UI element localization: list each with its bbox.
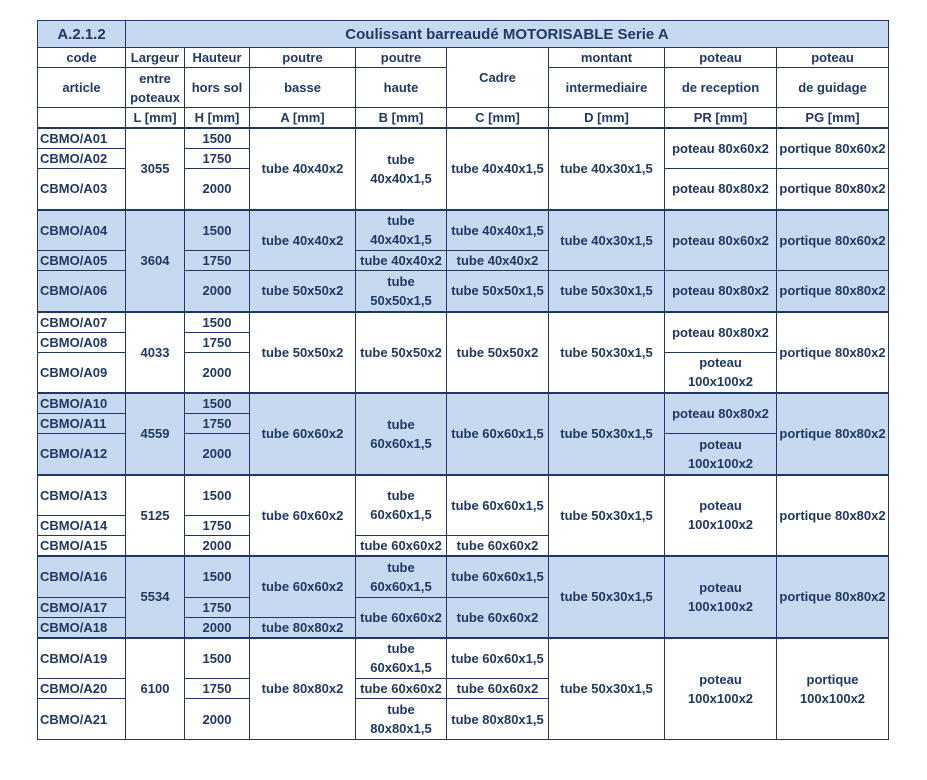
poutre-haute-value: tube 60x60x1,5 <box>356 638 447 679</box>
unit-pr: PR [mm] <box>665 108 777 129</box>
article-code: CBMO/A10 <box>38 393 126 414</box>
cadre-value: tube 40x40x2 <box>447 251 549 271</box>
poutre-basse-value: tube 80x80x2 <box>250 617 356 638</box>
header-hors-sol: hors sol <box>185 68 250 108</box>
poteau-guidage-value: portique 80x80x2 <box>777 271 889 312</box>
poutre-haute-value: tube 50x50x1,5 <box>356 271 447 312</box>
height-value: 2000 <box>185 352 250 393</box>
width-value: 6100 <box>126 638 185 740</box>
width-value: 5534 <box>126 556 185 638</box>
poteau-reception-value: poteau 100x100x2 <box>665 638 777 740</box>
height-value: 2000 <box>185 699 250 740</box>
poutre-haute-value: tube 40x40x1,5 <box>356 210 447 251</box>
height-value: 1750 <box>185 414 250 434</box>
article-code: CBMO/A02 <box>38 149 126 169</box>
cadre-value: tube 50x50x2 <box>447 312 549 394</box>
poutre-basse-value: tube 50x50x2 <box>250 312 356 394</box>
header-entre-poteaux: entre poteaux <box>126 68 185 108</box>
header-article: article <box>38 68 126 108</box>
poteau-reception-value: poteau 100x100x2 <box>665 434 777 475</box>
poteau-reception-value: poteau 80x80x2 <box>665 393 777 434</box>
cadre-value: tube 60x60x2 <box>447 536 549 557</box>
unit-d: D [mm] <box>549 108 665 129</box>
poteau-reception-value: poteau 100x100x2 <box>665 556 777 638</box>
height-value: 1500 <box>185 638 250 679</box>
unit-code <box>38 108 126 129</box>
article-code: CBMO/A04 <box>38 210 126 251</box>
width-value: 4559 <box>126 393 185 475</box>
unit-c: C [mm] <box>447 108 549 129</box>
article-code: CBMO/A11 <box>38 414 126 434</box>
header-largeur: Largeur <box>126 48 185 68</box>
poutre-basse-value: tube 60x60x2 <box>250 475 356 557</box>
width-value: 4033 <box>126 312 185 394</box>
cadre-value: tube 60x60x1,5 <box>447 556 549 597</box>
table-reference: A.2.1.2 <box>38 21 126 48</box>
article-code: CBMO/A12 <box>38 434 126 475</box>
poteau-guidage-value: portique 80x80x2 <box>777 312 889 394</box>
poteau-guidage-value: portique 80x80x2 <box>777 169 889 210</box>
spec-table <box>37 20 889 740</box>
montant-value: tube 50x30x1,5 <box>549 638 665 740</box>
cadre-value: tube 80x80x1,5 <box>447 699 549 740</box>
header-cadre: Cadre <box>447 48 549 108</box>
article-code: CBMO/A08 <box>38 332 126 352</box>
height-value: 2000 <box>185 536 250 557</box>
poteau-guidage-value: portique 80x80x2 <box>777 475 889 557</box>
poutre-basse-value: tube 40x40x2 <box>250 128 356 210</box>
poutre-haute-value: tube 60x60x2 <box>356 536 447 557</box>
header-poutre-haute-1: poutre <box>356 48 447 68</box>
height-value: 2000 <box>185 271 250 312</box>
poteau-reception-value: poteau 80x80x2 <box>665 271 777 312</box>
montant-value: tube 40x30x1,5 <box>549 128 665 210</box>
cadre-value: tube 50x50x1,5 <box>447 271 549 312</box>
montant-value: tube 40x30x1,5 <box>549 210 665 271</box>
article-code: CBMO/A21 <box>38 699 126 740</box>
height-value: 2000 <box>185 169 250 210</box>
unit-h: H [mm] <box>185 108 250 129</box>
height-value: 2000 <box>185 617 250 638</box>
montant-value: tube 50x30x1,5 <box>549 312 665 394</box>
poteau-reception-value: poteau 80x60x2 <box>665 128 777 169</box>
height-value: 1500 <box>185 475 250 516</box>
height-value: 1750 <box>185 597 250 617</box>
poteau-reception-value: poteau 100x100x2 <box>665 475 777 557</box>
poutre-haute-value: tube 40x40x1,5 <box>356 128 447 210</box>
height-value: 1750 <box>185 516 250 536</box>
cadre-value: tube 60x60x1,5 <box>447 393 549 475</box>
poutre-haute-value: tube 80x80x1,5 <box>356 699 447 740</box>
article-code: CBMO/A16 <box>38 556 126 597</box>
header-montant: montant <box>549 48 665 68</box>
poteau-guidage-value: portique 80x60x2 <box>777 128 889 169</box>
article-code: CBMO/A19 <box>38 638 126 679</box>
cadre-value: tube 40x40x1,5 <box>447 128 549 210</box>
poutre-haute-value: tube 60x60x2 <box>356 597 447 638</box>
header-code: code <box>38 48 126 68</box>
poutre-haute-value: tube 60x60x1,5 <box>356 475 447 536</box>
cadre-value: tube 40x40x1,5 <box>447 210 549 251</box>
article-code: CBMO/A18 <box>38 617 126 638</box>
poteau-guidage-value: portique 80x60x2 <box>777 210 889 271</box>
cadre-value: tube 60x60x2 <box>447 597 549 638</box>
height-value: 1750 <box>185 251 250 271</box>
height-value: 1500 <box>185 128 250 149</box>
poteau-guidage-value: portique 80x80x2 <box>777 556 889 638</box>
montant-value: tube 50x30x1,5 <box>549 271 665 312</box>
unit-b: B [mm] <box>356 108 447 129</box>
height-value: 1500 <box>185 556 250 597</box>
cadre-value: tube 60x60x1,5 <box>447 638 549 679</box>
article-code: CBMO/A15 <box>38 536 126 557</box>
unit-l: L [mm] <box>126 108 185 129</box>
article-code: CBMO/A13 <box>38 475 126 516</box>
poteau-guidage-value: portique 100x100x2 <box>777 638 889 740</box>
poutre-haute-value: tube 60x60x1,5 <box>356 556 447 597</box>
poutre-haute-value: tube 50x50x2 <box>356 312 447 394</box>
poteau-guidage-value: portique 80x80x2 <box>777 393 889 475</box>
header-poteau-reception-1: poteau <box>665 48 777 68</box>
height-value: 1500 <box>185 312 250 333</box>
article-code: CBMO/A09 <box>38 352 126 393</box>
unit-a: A [mm] <box>250 108 356 129</box>
poteau-reception-value: poteau 100x100x2 <box>665 352 777 393</box>
header-haute: haute <box>356 68 447 108</box>
poutre-basse-value: tube 60x60x2 <box>250 393 356 475</box>
cadre-value: tube 60x60x1,5 <box>447 475 549 536</box>
article-code: CBMO/A14 <box>38 516 126 536</box>
width-value: 5125 <box>126 475 185 557</box>
article-code: CBMO/A05 <box>38 251 126 271</box>
poutre-basse-value: tube 40x40x2 <box>250 210 356 271</box>
article-code: CBMO/A20 <box>38 679 126 699</box>
header-poteau-guidage-1: poteau <box>777 48 889 68</box>
header-intermediaire: intermediaire <box>549 68 665 108</box>
poteau-reception-value: poteau 80x60x2 <box>665 210 777 271</box>
height-value: 1750 <box>185 332 250 352</box>
montant-value: tube 50x30x1,5 <box>549 475 665 557</box>
width-value: 3055 <box>126 128 185 210</box>
height-value: 1500 <box>185 393 250 414</box>
height-value: 1750 <box>185 679 250 699</box>
width-value: 3604 <box>126 210 185 312</box>
header-basse: basse <box>250 68 356 108</box>
poutre-basse-value: tube 80x80x2 <box>250 638 356 740</box>
poteau-reception-value: poteau 80x80x2 <box>665 312 777 353</box>
height-value: 1750 <box>185 149 250 169</box>
unit-pg: PG [mm] <box>777 108 889 129</box>
poteau-reception-value: poteau 80x80x2 <box>665 169 777 210</box>
height-value: 2000 <box>185 434 250 475</box>
poutre-basse-value: tube 60x60x2 <box>250 556 356 617</box>
article-code: CBMO/A06 <box>38 271 126 312</box>
height-value: 1500 <box>185 210 250 251</box>
header-de-guidage: de guidage <box>777 68 889 108</box>
article-code: CBMO/A03 <box>38 169 126 210</box>
poutre-haute-value: tube 60x60x2 <box>356 679 447 699</box>
article-code: CBMO/A17 <box>38 597 126 617</box>
header-poutre-basse-1: poutre <box>250 48 356 68</box>
article-code: CBMO/A01 <box>38 128 126 149</box>
poutre-basse-value: tube 50x50x2 <box>250 271 356 312</box>
header-hauteur: Hauteur <box>185 48 250 68</box>
header-de-reception: de reception <box>665 68 777 108</box>
poutre-haute-value: tube 60x60x1,5 <box>356 393 447 475</box>
montant-value: tube 50x30x1,5 <box>549 393 665 475</box>
poutre-haute-value: tube 40x40x2 <box>356 251 447 271</box>
article-code: CBMO/A07 <box>38 312 126 333</box>
cadre-value: tube 60x60x2 <box>447 679 549 699</box>
table-title: Coulissant barreaudé MOTORISABLE Serie A <box>126 21 889 48</box>
montant-value: tube 50x30x1,5 <box>549 556 665 638</box>
